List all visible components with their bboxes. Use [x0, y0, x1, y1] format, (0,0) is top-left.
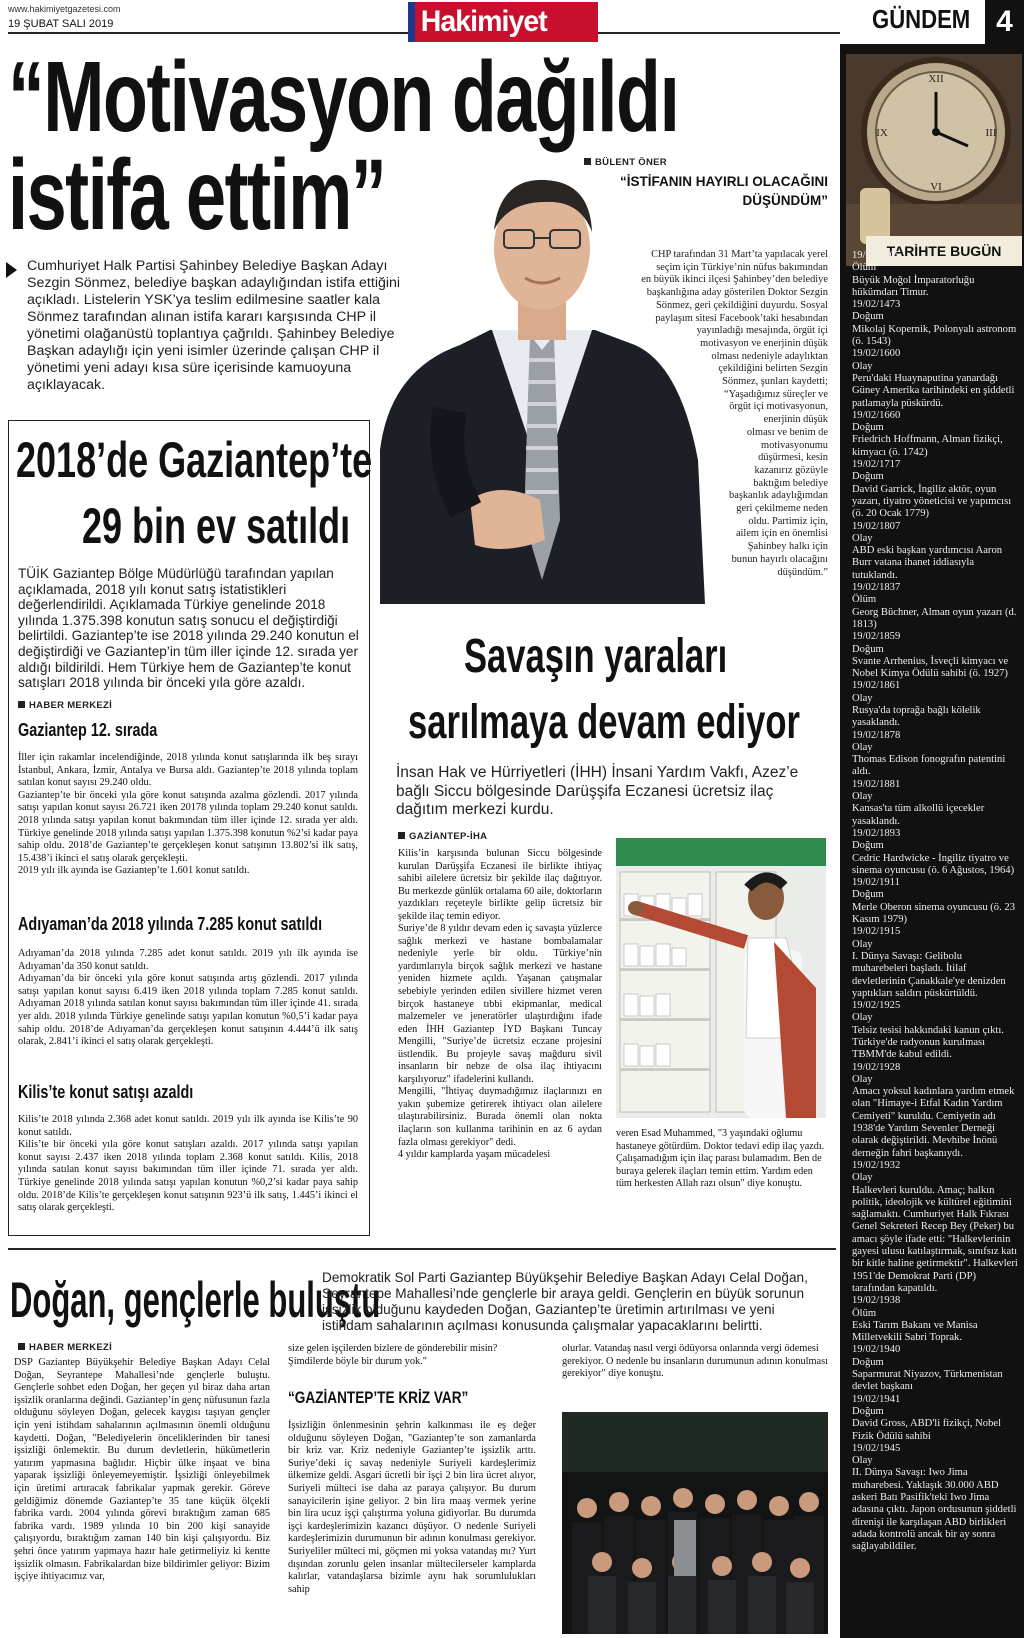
main-headline-line2: istifa ettim” — [8, 139, 386, 251]
dogan-col3: olurlar. Vatandaş nasıl vergi ödüyorsa onlarında vergi ödemesi gerekiyor. O nedenle bu insanların durumunun adının konulması gerekiyor" diye konuştu. — [562, 1343, 828, 1380]
sidebar-title: TARİHTE BUGÜN — [866, 236, 1022, 266]
war-headline-line2: sarılmaya devam ediyor — [408, 696, 800, 749]
dogan-lead: Demokratik Sol Parti Gaziantep Büyükşehir Belediye Başkan Adayı Celal Doğan, Seyrantepe Mahallesi’nde gençlerle bir araya geldi. Gençlerin en büyük sorunun işsizlik olduğunu kaydeden Doğan, Gaziantep’te üretimin artırılması ve yeni istihdam sahalarının açılması konusunda çalışmalar yapacaklarını belirtti. — [322, 1270, 808, 1333]
lead-marker — [6, 262, 17, 278]
dogan-col2-subhead: “GAZİANTEP’TE KRİZ VAR” — [288, 1388, 469, 1407]
page-number: 4 — [996, 5, 1013, 38]
svg-text:IX: IX — [876, 127, 888, 139]
sidebar — [840, 44, 1024, 1638]
dogan-source: HABER MERKEZİ — [18, 1342, 112, 1353]
dogan-col1: DSP Gaziantep Büyükşehir Belediye Başkan Adayı Celal Doğan, Seyrantepe Mahallesi’nde gençlerle buluştu. Gençlerle sohbet eden Doğan, her geçen yıl biraz daha artan işsizlik oranlarına değindi. Gaziantep’in genç nüfusunun fazla olduğunu söyleyen Doğan, gelecek kaygısı taşıyan gençler için yeni istihdam sahalarının açılmasının önemli olduğunu kaydetti. Doğan, "Belediyelerin önceliklerinden bir tanesi işsizliği önlemektir. Bu durum devletlerin, hükümetlerin yatırım yapmasına bağlıdır. Hiçbir ülke inşaat ve bina yaparak işsizliği önleyemeyemiştir. İşsizliği önleyebilmek için üretimi artıracak fabrikalar yapmak gerekir. Göreve geldiğimiz dönemde Gaziantep’te 35 tane küçük ölçekli fabrika vardı. 2004 yılında görevi bıraktığım zaman 685 fabrika vardı. 1989 yılında 10 bin 200 kişi sanayide çalışıyordu, bıraktığım zaman 140 bin kişi çalışıyordu. Biz şehri önce yatırım yapmaya hazır hale getirmeliyiz ki kentte işsizlik olmasın. Fabrikalardan bize bildirimler geliyor: Bizim işçiye ihtiyacımız var, — [14, 1357, 270, 1583]
war-headline-line1: Savaşın yaraları — [464, 630, 728, 683]
main-body: CHP tarafından 31 Mart’ta yapılacak yerel seçim için Türkiye’nin nüfus bakımından en büyük ikinci ilçesi Şahinbey’den belediye başkanlığına aday gösterilen Doktor Sezgin Sönmez, geri çekildiğini duyurdu. Sosyal paylaşım sitesi Facebook’taki hesabından yayınladığı mesajında, örgüt içi motivasyon ve enerjinin düşük olması nedeniyle adaylıktan çekildiğini belirten Sezgin Sönmez, şunları kaydetti; “Yaşadığımız süreçler ve örgüt içi motivasyonun, enerjinin düşük olması ve benim de motivasyonumu düşürmesi, kesin kazanırız gözüyle baktığım belediye başkanlık adaylığımdan geri çekilmeme neden oldu. Partimiz için, ailem için en önemlisi Şahinbey halkı için bunun hayırlı olacağını düşündüm.” — [641, 249, 828, 578]
housing-source: HABER MERKEZİ — [18, 700, 112, 711]
housing-lead: TÜİK Gaziantep Bölge Müdürlüğü tarafından yapılan açıklamada, 2018 yılı konut satış istatistikleri değerlendirildi. Açıklamada Türkiye genelinde 2018 yılında 1.375.398 konutun satış sonucu el değiştirdiği belirtildi. Gaziantep’te ise 2018 yılında 29.240 konutun el değiştirdiği ve Gaziantep’in tüm iller içinde 12. sırada yer aldığı bildirildi. Hem Türkiye hem de Gaziantep’te konut satışları 2018 yılında bir önceki yıla göre azaldı. — [18, 566, 359, 691]
housing-para2: Adıyaman’da 2018 yılında 7.285 adet konut satıldı. 2019 yılı ilk ayında ise Adıyaman’da 350 konut satıldı. Adıyaman’da bir önceki yıla göre konut satışında artış gözlendi. 2017 yılında satışı yapılan konut sayısı 6.419 iken 2018 yılında toplam 7.285 konut satıldı. Adıyaman 2018 yılında satılan konut sayısı bakımından tüm iller içinde 41. sırada yer aldı. 2018 yılında Türkiye genelinde satışı yapılan konutun %0,5’i kadar paya sahip oldu. 2018’de Adıyaman’da gerçekleşen konut satışının 4.444’ü ilk satış olarak, 2.841’i ikinci el satış olarak gerçekleşti. — [18, 948, 358, 1048]
svg-text:III: III — [985, 127, 997, 139]
main-headline-line1: “Motivasyon dağıldı — [8, 41, 679, 153]
pharmacy-photo — [616, 838, 826, 1118]
war-body-right: veren Esad Muhammed, "3 yaşındaki oğlumu hastaneye götürdüm. Doktor tedavi edip ilaç yazdı. Çalışamadığım için ilaç parası bulamadım. Ben de buraya gelerek ilaçları temin ettim. Yardım eden tüm herkesten Allah razı olsun" diye konuştu. — [616, 1128, 825, 1190]
dogan-col2: İşsizliğin önlenmesinin şehrin kalkınması ile eş değer olduğunu söyleyen Doğan, "Gaziantep’te son zamanlarda bir kriz var. Kriz nedeniyle Gaziantep’te işsizlik arttı. Suriye’deki iç savaş nedeniyle Suriyeli kardeşlerimiz ülkemize geldi. Asgari ücretli bir işçi 2 bin lira ücret alıyor, Suriyeli mülteci ise daha az paraya çalışıyor. Bu durum sanayicilerin işine geliyor. 2 bin lira maaş vermek yerine bin lira ucuz işçi çalıştırma yoluna gidiyorlar. Bu durumda işçi kardeşlerimizin kazancı düşüyor. O nedenle Suriyeli kardeşlerimizin durumunun bir adının konulması gerekiyor. Suriyeliler mülteci mi, göçmen mi yoksa vatandaş mı? Yurt dışından zorunlu gelen insanlar mültecilerseler kamplarda kalırlar, vatandaşlarsa bizimle aynı hak sorumlulukları sahip — [288, 1420, 536, 1595]
dogan-headline: Doğan, gençlerle buluştu — [10, 1272, 381, 1328]
housing-sub2: Adıyaman’da 2018 yılında 7.285 konut satıldı — [18, 914, 323, 934]
main-lead: Cumhuriyet Halk Partisi Şahinbey Belediye Başkan Adayı Sezgin Sönmez, belediye başkan adaylığından istifa ettiğini açıkladı. Listelerin YSK’ya teslim edilmesine saatler kala Sönmez tarafından alınan istifa kararı karşısında CHP il yönetimi olağanüstü toplantıya çağrıldı. Şahinbey Belediye Başkan adaylığı için yeni isimler üzerinde çalışan CHP il yönetimi yeni adayı kısa süre içerisinde kamuoyuna açıklayacak. — [27, 258, 401, 393]
housing-sub1: Gaziantep 12. sırada — [18, 720, 158, 740]
section-title: GÜNDEM — [872, 4, 971, 34]
main-pull-quote: “İSTİFANIN HAYIRLI OLACAĞINI DÜŞÜNDÜM” — [620, 174, 829, 208]
issue-date: 19 ŞUBAT SALI 2019 — [8, 18, 114, 30]
svg-text:XII: XII — [928, 73, 944, 85]
svg-text:VI: VI — [930, 181, 942, 193]
sidebar-history-list: 19/02/1405 Ölüm Büyük Moğol İmparatorluğu hükümdarı Timur. 19/02/1473 Doğum Mikolaj Kopernik, Polonyalı astronom (ö. 1543) 19/02/1600 Olay Peru'daki Huaynaputina yanardağı Güney Amerika tarihindeki en şiddetli patlamayla püskürdü. 19/02/1660 Doğum Friedrich Hoffmann, Alman fizikçi, kimyacı (ö. 1742) 19/02/1717 Doğum David Garrick, İngiliz aktör, oyun yazarı, tiyatro yöneticisi ve yapımcısı (ö. 20 Ocak 1779) 19/02/1807 Olay ABD eski başkan yardımcısı Aaron Burr vatana ihanet iddiasıyla tutuklandı. 19/02/1837 Ölüm Georg Büchner, Alman oyun yazarı (d. 1813) 19/02/1859 Doğum Svante Arrhenius, İsveçli kimyacı ve Nobel Kimya Ödülü sahibi (ö. 1927) 19/02/1861 Olay Rusya'da toprağa bağlı kölelik yasaklandı. 19/02/1878 Olay Thomas Edison fonografın patentini aldı. 19/02/1881 Olay Kansas'ta tüm alkollü içecekler yasaklandı. 19/02/1893 Doğum Cedric Hardwicke - İngiliz tiyatro ve sinema oyuncusu (ö. 6 Ağustos, 1964) 19/02/1911 Doğum Merle Oberon sinema oyuncusu (ö. 23 Kasım 1979) 19/02/1915 Olay I. Dünya Savaşı: Gelibolu muharebeleri başladı. İtilaf devletlerinin Çanakkale'ye denizden yaptıkları saldırı püskürtüldü. 19/02/1925 Olay Telsiz tesisi hakkındaki kanun çıktı. Türkiye'de radyonun kurulması TBMM'de kabul edildi. 19/02/1928 Olay Amacı yoksul kadınlara yardım etmek olan "Himaye-i Etfal Kadın Yardım Cemiyeti" kuruldu. Cemiyetin adı 1938'de Yardım Sevenler Derneği olarak değiştirildi. Mevhibe İnönü derneğin fahri başkanıydı. 19/02/1932 Olay Halkevleri kuruldu. Amaç; halkın politik, ideolojik ve kültürel eğitimini sağlamaktı. Cumhuriyet Halk Fıkrası Genel Sekreteri Recep Bey (Peker) bu amacı şöyle ifade etti: "Halkevlerinin gayesi ulusu katılaştırmak, sınıfsız katı bir kitle haline getirmektir". Halkevleri 1951'de Demokrat Parti (DP) tarafından kapatıldı. 19/02/1938 Ölüm Eski Tarım Bakanı ve Manisa Milletvekili Sabri Toprak. 19/02/1940 Doğum Saparmurat Niyazov, Türkmenistan devlet başkanı 19/02/1941 Doğum David Gross, ABD'li fizikçi, Nobel Fizik Ödülü sahibi 19/02/1945 Olay II. Dünya Savaşı: Iwo Jima muharebesi. Yaklaşık 30.000 ABD askeri Batı Pasifik'teki Iwo Jima adasına çıktı. Japon ordusunun şiddetli direnişi ile karşılaşan ABD birlikleri adada kontrolü ancak bir ay sonra sağlayabildiler. — [852, 250, 1018, 1553]
bottom-section-rule — [8, 1248, 836, 1250]
war-body-left: Kilis’in karşısında bulunan Siccu bölgesinde kurulan Darüşşifa Eczanesi ile birlikte ihtiyaç sahibi ailelere ücretsiz bir şekilde ilaç dağıtıyor. Bu merkezde günlük ortalama 60 aile, doktorların yazdıkları reçeteyle birlikte gelip ücretsiz bir şekilde ilaç temin ediyor. Suriye’de 8 yıldır devam eden iç savaşta yüzlerce sağlık merkezi ve hastane bombalamalar nedeniyle yerle bir oldu. Türkiye’nin yardımlarıyla birçok sağlık merkezi ve hastane yeniden hizmete açıldı. Yaşanan çatışmalar sebebiyle yerinden edilen sivillere hizmet veren birçok hastaneye tıbbi ekipmanlar, medical malzemeler ve jeneratörler ulaştırdığını ifade eden İHH Gaziantep İYD Başkanı Tuncay Mengilli, "Suriye’de ücretsiz eczane projesini üstlendik. Bu projeyle savaş mağduru sivil insanların bir nebze de olsa ilaç ihtiyacını karşılıyoruz" ifadelerini kullandı. Mengilli, "İhtiyaç duymadığımız ilaçlarınızı en yakın şubemize getirerek ihtiyacı olan ailelere ulaştırabilirsiniz. Burada önemli olan nokta ilaçların son kullanma tarihinin en az 6 aydan fazla olması gerekiyor" dedi. 4 yıldır kamplarda yaşam mücadelesi — [398, 848, 602, 1161]
dogan-col2-top: size gelen işçilerden bizlere de gönderebilir misin? Şimdilerde böyle bir durum yok." — [288, 1343, 498, 1367]
page-number-box — [985, 0, 1024, 44]
housing-headline-line2: 29 bin ev satıldı — [82, 498, 351, 554]
website-url[interactable]: www.hakimiyetgazetesi.com — [8, 4, 121, 14]
housing-sub3: Kilis’te konut satışı azaldı — [18, 1082, 194, 1102]
housing-headline-line1: 2018’de Gaziantep’te — [16, 432, 373, 488]
youth-group-photo — [562, 1412, 828, 1634]
main-byline: BÜLENT ÖNER — [584, 157, 667, 168]
housing-para1: İller için rakamlar incelendiğinde, 2018 yılında konut satışlarında ilk beş sırayı İstanbul, Ankara, İzmir, Antalya ve Bursa aldı. Gaziantep’te 2018 yılında toplam satılan konut sayısı 29.240 oldu. Gaziantep’te bir önceki yıla göre konut satışında azalma gözlendi. 2017 yılında satışı yapılan konut sayısı 26.721 iken 20178 yılında toplam 29.240 konut satıldı. 2018 yılında satışı yapılan konut bakımından tüm iller içinde 12. sırada yer aldı. Türkiye genelinde 2018 yılında satışı yapılan 1.375.398 konutun %2’si kadar paya sahip oldu. 2018’de Gaziantep’te gerçekleşen konut satışının 13.802’si ilk satış, 15.438’i ikinci el satış olarak gerçekleşti. 2019 yılı ilk ayında ise Gaziantep’te 1.601 konut satıldı. — [18, 752, 358, 877]
housing-para3: Kilis’te 2018 yılında 2.368 adet konut satıldı. 2019 yılı ilk ayında ise Kilis’te 90 konut satıldı. Kilis’te bir önceki yıla göre konut satışları azaldı. 2017 yılında satışı yapılan konut sayısı 2.437 iken 2018 yılında toplam 2.368 konut satıldı. Kilis, 2018 yılında satılan konut sayısı bakımından tüm iller içinde 71. sırada yer aldı. Türkiye genelinde 2018 yılında satışı yapılan konutun %0,2’si kadar paya sahip oldu. 2018’de Kilis’te gerçekleşen konut satışının 923’ü ilk satış, 1.445’i ikinci el satış olarak gerçekleşti. — [18, 1114, 358, 1214]
clock-image — [846, 54, 1022, 266]
war-lead: İnsan Hak ve Hürriyetleri (İHH) İnsani Yardım Vakfı, Azez’e bağlı Siccu bölgesinde Darüşşifa Eczanesi ücretsiz ilaç dağıtım merkezi kurdu. — [396, 764, 799, 818]
newspaper-logo: Hakimiyet — [408, 2, 598, 42]
war-source: GAZİANTEP-İHA — [398, 831, 487, 842]
